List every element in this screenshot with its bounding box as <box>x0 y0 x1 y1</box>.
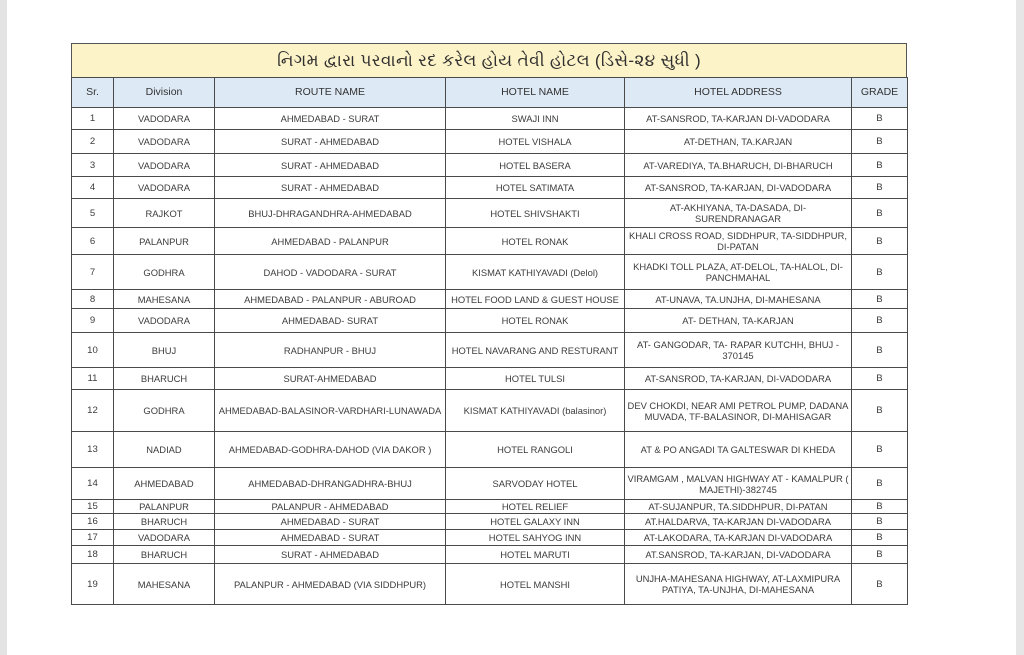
cell-route-name: AHMEDABAD- SURAT <box>215 309 446 333</box>
cell-hotel-address: AT-UNAVA, TA.UNJHA, DI-MAHESANA <box>625 290 852 309</box>
cell-hotel-address: UNJHA-MAHESANA HIGHWAY, AT-LAXMIPURA PATIYA, TA-UNJHA, DI-MAHESANA <box>625 564 852 605</box>
header-grade: GRADE <box>852 78 908 108</box>
cell-hotel-address: AT- DETHAN, TA-KARJAN <box>625 309 852 333</box>
cell-hotel-address: VIRAMGAM , MALVAN HIGHWAY AT - KAMALPUR ( MAJETHI)-382745 <box>625 468 852 500</box>
cell-grade: B <box>852 432 908 468</box>
table-row <box>72 108 908 130</box>
cell-division: PALANPUR <box>114 228 215 255</box>
table-row <box>72 432 908 468</box>
cell-division: PALANPUR <box>114 500 215 514</box>
header-route-name: ROUTE NAME <box>215 78 446 108</box>
cell-grade: B <box>852 154 908 177</box>
cell-division: VADODARA <box>114 130 215 154</box>
cancelled-hotels-sheet <box>71 43 907 605</box>
cell-route-name: AHMEDABAD-DHRANGADHRA-BHUJ <box>215 468 446 500</box>
table-row <box>72 333 908 368</box>
cell-route-name: BHUJ-DHRAGANDHRA-AHMEDABAD <box>215 199 446 228</box>
table-row <box>72 255 908 290</box>
cell-grade: B <box>852 309 908 333</box>
table-row <box>72 154 908 177</box>
cell-hotel-name: HOTEL RONAK <box>446 228 625 255</box>
cell-hotel-name: HOTEL FOOD LAND & GUEST HOUSE <box>446 290 625 309</box>
cell-grade: B <box>852 228 908 255</box>
cell-division: VADODARA <box>114 309 215 333</box>
cell-sr: 9 <box>72 309 114 333</box>
table-row <box>72 177 908 199</box>
cell-division: AHMEDABAD <box>114 468 215 500</box>
cell-hotel-name: HOTEL MANSHI <box>446 564 625 605</box>
cell-hotel-name: HOTEL RANGOLI <box>446 432 625 468</box>
cell-hotel-name: SARVODAY HOTEL <box>446 468 625 500</box>
cell-grade: B <box>852 468 908 500</box>
cell-hotel-name: HOTEL SHIVSHAKTI <box>446 199 625 228</box>
cell-hotel-name: KISMAT KATHIYAVADI (balasinor) <box>446 390 625 432</box>
cell-hotel-address: KHADKI TOLL PLAZA, AT-DELOL, TA-HALOL, DI-PANCHMAHAL <box>625 255 852 290</box>
cell-hotel-address: AT-SANSROD, TA-KARJAN, DI-VADODARA <box>625 368 852 390</box>
table-row <box>72 468 908 500</box>
cell-route-name: AHMEDABAD - PALANPUR <box>215 228 446 255</box>
cell-hotel-name: HOTEL SAHYOG INN <box>446 530 625 546</box>
cell-route-name: SURAT - AHMEDABAD <box>215 546 446 564</box>
cell-route-name: SURAT - AHMEDABAD <box>215 177 446 199</box>
cell-hotel-name: HOTEL MARUTI <box>446 546 625 564</box>
cell-sr: 13 <box>72 432 114 468</box>
cell-division: MAHESANA <box>114 290 215 309</box>
cell-sr: 3 <box>72 154 114 177</box>
cell-sr: 7 <box>72 255 114 290</box>
cell-route-name: AHMEDABAD - PALANPUR - ABUROAD <box>215 290 446 309</box>
page-edge-right <box>1016 0 1024 655</box>
cell-grade: B <box>852 564 908 605</box>
cell-route-name: DAHOD - VADODARA - SURAT <box>215 255 446 290</box>
cell-sr: 15 <box>72 500 114 514</box>
cell-grade: B <box>852 290 908 309</box>
cell-division: NADIAD <box>114 432 215 468</box>
cell-route-name: AHMEDABAD-BALASINOR-VARDHARI-LUNAWADA <box>215 390 446 432</box>
table-row <box>72 309 908 333</box>
cell-hotel-name: HOTEL VISHALA <box>446 130 625 154</box>
cell-grade: B <box>852 368 908 390</box>
table-row <box>72 564 908 605</box>
cell-sr: 1 <box>72 108 114 130</box>
cell-sr: 17 <box>72 530 114 546</box>
cell-sr: 12 <box>72 390 114 432</box>
cell-route-name: PALANPUR - AHMEDABAD <box>215 500 446 514</box>
cell-hotel-name: HOTEL GALAXY INN <box>446 514 625 530</box>
cell-route-name: SURAT-AHMEDABAD <box>215 368 446 390</box>
cell-division: MAHESANA <box>114 564 215 605</box>
cell-grade: B <box>852 108 908 130</box>
cell-sr: 14 <box>72 468 114 500</box>
cell-route-name: PALANPUR - AHMEDABAD (VIA SIDDHPUR) <box>215 564 446 605</box>
header-sr: Sr. <box>72 78 114 108</box>
cell-sr: 16 <box>72 514 114 530</box>
hotels-table <box>71 77 908 605</box>
cell-route-name: AHMEDABAD - SURAT <box>215 108 446 130</box>
cell-grade: B <box>852 130 908 154</box>
cell-division: RAJKOT <box>114 199 215 228</box>
cell-hotel-name: HOTEL RONAK <box>446 309 625 333</box>
cell-sr: 18 <box>72 546 114 564</box>
cell-hotel-name: HOTEL BASERA <box>446 154 625 177</box>
cell-hotel-name: HOTEL RELIEF <box>446 500 625 514</box>
cell-division: BHUJ <box>114 333 215 368</box>
cell-division: GODHRA <box>114 255 215 290</box>
cell-hotel-address: AT-LAKODARA, TA-KARJAN DI-VADODARA <box>625 530 852 546</box>
cell-division: BHARUCH <box>114 368 215 390</box>
cell-sr: 8 <box>72 290 114 309</box>
cell-grade: B <box>852 255 908 290</box>
cell-grade: B <box>852 177 908 199</box>
table-row <box>72 514 908 530</box>
cell-route-name: RADHANPUR - BHUJ <box>215 333 446 368</box>
cell-route-name: AHMEDABAD-GODHRA-DAHOD (VIA DAKOR ) <box>215 432 446 468</box>
cell-hotel-address: AT-SUJANPUR, TA.SIDDHPUR, DI-PATAN <box>625 500 852 514</box>
table-row <box>72 199 908 228</box>
cell-grade: B <box>852 500 908 514</box>
cell-hotel-address: AT.HALDARVA, TA-KARJAN DI-VADODARA <box>625 514 852 530</box>
cell-sr: 10 <box>72 333 114 368</box>
page-edge-left <box>0 0 7 655</box>
cell-grade: B <box>852 546 908 564</box>
cell-grade: B <box>852 530 908 546</box>
cell-sr: 4 <box>72 177 114 199</box>
cell-hotel-name: HOTEL TULSI <box>446 368 625 390</box>
cell-hotel-address: AT-SANSROD, TA-KARJAN, DI-VADODARA <box>625 177 852 199</box>
cell-route-name: SURAT - AHMEDABAD <box>215 154 446 177</box>
cell-division: VADODARA <box>114 177 215 199</box>
cell-sr: 19 <box>72 564 114 605</box>
cell-division: VADODARA <box>114 154 215 177</box>
table-row <box>72 500 908 514</box>
table-row <box>72 530 908 546</box>
cell-hotel-address: DEV CHOKDI, NEAR AMI PETROL PUMP, DADANA MUVADA, TF-BALASINOR, DI-MAHISAGAR <box>625 390 852 432</box>
cell-sr: 11 <box>72 368 114 390</box>
header-division: Division <box>114 78 215 108</box>
cell-hotel-name: KISMAT KATHIYAVADI (Delol) <box>446 255 625 290</box>
cell-division: BHARUCH <box>114 514 215 530</box>
cell-division: VADODARA <box>114 108 215 130</box>
cell-hotel-name: HOTEL SATIMATA <box>446 177 625 199</box>
cell-hotel-address: KHALI CROSS ROAD, SIDDHPUR, TA-SIDDHPUR, DI-PATAN <box>625 228 852 255</box>
sheet-title: નિગમ દ્વારા પરવાનો રદ કરેલ હોય તેવી હોટલ (ડિસે-૨૪ સુધી ) <box>71 43 907 77</box>
cell-hotel-address: AT-DETHAN, TA.KARJAN <box>625 130 852 154</box>
table-header-row <box>72 78 908 108</box>
cell-route-name: SURAT - AHMEDABAD <box>215 130 446 154</box>
cell-hotel-address: AT & PO ANGADI TA GALTESWAR DI KHEDA <box>625 432 852 468</box>
header-hotel-name: HOTEL NAME <box>446 78 625 108</box>
table-row <box>72 368 908 390</box>
cell-hotel-address: AT-AKHIYANA, TA-DASADA, DI-SURENDRANAGAR <box>625 199 852 228</box>
cell-grade: B <box>852 199 908 228</box>
table-row <box>72 130 908 154</box>
table-row <box>72 290 908 309</box>
cell-hotel-address: AT-VAREDIYA, TA.BHARUCH, DI-BHARUCH <box>625 154 852 177</box>
cell-division: GODHRA <box>114 390 215 432</box>
cell-sr: 2 <box>72 130 114 154</box>
cell-hotel-address: AT.SANSROD, TA-KARJAN, DI-VADODARA <box>625 546 852 564</box>
cell-division: VADODARA <box>114 530 215 546</box>
cell-route-name: AHMEDABAD - SURAT <box>215 530 446 546</box>
table-row <box>72 546 908 564</box>
table-row <box>72 228 908 255</box>
cell-hotel-name: HOTEL NAVARANG AND RESTURANT <box>446 333 625 368</box>
cell-grade: B <box>852 514 908 530</box>
cell-hotel-address: AT- GANGODAR, TA- RAPAR KUTCHH, BHUJ - 370145 <box>625 333 852 368</box>
cell-sr: 5 <box>72 199 114 228</box>
cell-route-name: AHMEDABAD - SURAT <box>215 514 446 530</box>
table-row <box>72 390 908 432</box>
cell-grade: B <box>852 390 908 432</box>
cell-sr: 6 <box>72 228 114 255</box>
cell-grade: B <box>852 333 908 368</box>
cell-hotel-address: AT-SANSROD, TA-KARJAN DI-VADODARA <box>625 108 852 130</box>
cell-division: BHARUCH <box>114 546 215 564</box>
cell-hotel-name: SWAJI INN <box>446 108 625 130</box>
header-hotel-address: HOTEL ADDRESS <box>625 78 852 108</box>
